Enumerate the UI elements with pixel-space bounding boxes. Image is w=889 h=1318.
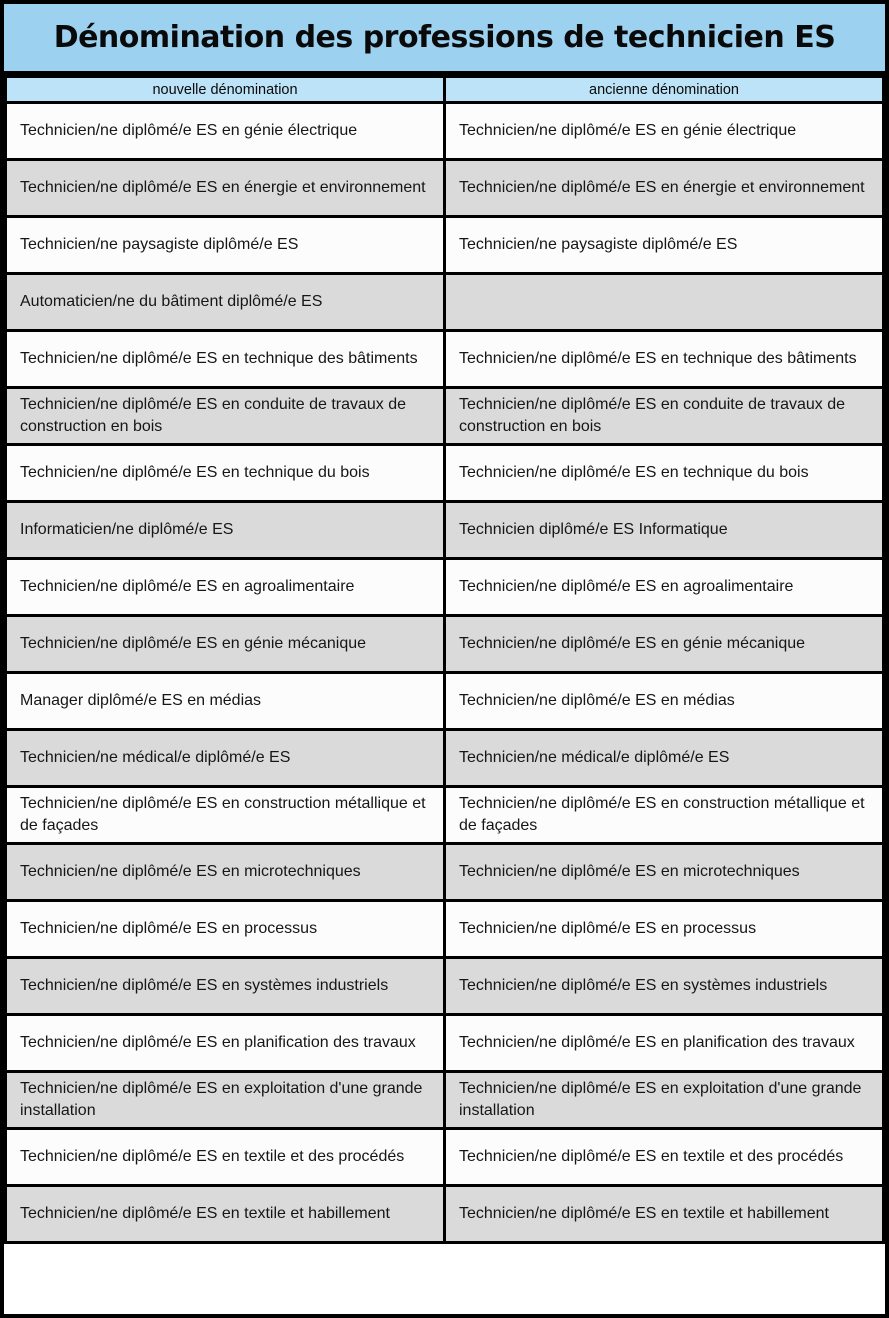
cell-nouvelle-denomination: Technicien/ne diplômé/e ES en génie électrique bbox=[6, 103, 445, 160]
table-row bbox=[6, 445, 884, 502]
cell-ancienne-denomination bbox=[445, 274, 884, 331]
cell-nouvelle-denomination: Technicien/ne diplômé/e ES en processus bbox=[6, 901, 445, 958]
cell-nouvelle-denomination: Technicien/ne diplômé/e ES en agroalimentaire bbox=[6, 559, 445, 616]
table-row bbox=[6, 559, 884, 616]
cell-nouvelle-denomination: Technicien/ne diplômé/e ES en textile et habillement bbox=[6, 1186, 445, 1243]
cell-ancienne-denomination: Technicien/ne paysagiste diplômé/e ES bbox=[445, 217, 884, 274]
cell-nouvelle-denomination: Technicien/ne paysagiste diplômé/e ES bbox=[6, 217, 445, 274]
title-bar bbox=[4, 4, 885, 75]
cell-nouvelle-denomination: Automaticien/ne du bâtiment diplômé/e ES bbox=[6, 274, 445, 331]
table-row bbox=[6, 274, 884, 331]
cell-nouvelle-denomination: Technicien/ne diplômé/e ES en systèmes industriels bbox=[6, 958, 445, 1015]
table-row bbox=[6, 730, 884, 787]
cell-nouvelle-denomination: Manager diplômé/e ES en médias bbox=[6, 673, 445, 730]
cell-nouvelle-denomination: Informaticien/ne diplômé/e ES bbox=[6, 502, 445, 559]
column-header-ancienne-denomination: ancienne dénomination bbox=[445, 77, 884, 103]
cell-nouvelle-denomination: Technicien/ne diplômé/e ES en microtechniques bbox=[6, 844, 445, 901]
table-row bbox=[6, 616, 884, 673]
column-header-nouvelle-denomination: nouvelle dénomination bbox=[6, 77, 445, 103]
cell-nouvelle-denomination: Technicien/ne diplômé/e ES en technique du bois bbox=[6, 445, 445, 502]
cell-nouvelle-denomination: Technicien/ne diplômé/e ES en conduite de travaux de construction en bois bbox=[6, 388, 445, 445]
table-row bbox=[6, 958, 884, 1015]
cell-ancienne-denomination: Technicien/ne diplômé/e ES en processus bbox=[445, 901, 884, 958]
table-row bbox=[6, 673, 884, 730]
cell-ancienne-denomination: Technicien/ne diplômé/e ES en exploitation d'une grande installation bbox=[445, 1072, 884, 1129]
cell-ancienne-denomination: Technicien diplômé/e ES Informatique bbox=[445, 502, 884, 559]
table-body bbox=[6, 103, 884, 1243]
table-row bbox=[6, 1015, 884, 1072]
table-row bbox=[6, 1129, 884, 1186]
cell-nouvelle-denomination: Technicien/ne diplômé/e ES en génie mécanique bbox=[6, 616, 445, 673]
table-row bbox=[6, 1186, 884, 1243]
cell-ancienne-denomination: Technicien/ne diplômé/e ES en textile et des procédés bbox=[445, 1129, 884, 1186]
table-header bbox=[6, 77, 884, 103]
cell-ancienne-denomination: Technicien/ne diplômé/e ES en énergie et environnement bbox=[445, 160, 884, 217]
cell-ancienne-denomination: Technicien/ne diplômé/e ES en génie mécanique bbox=[445, 616, 884, 673]
cell-ancienne-denomination: Technicien/ne diplômé/e ES en construction métallique et de façades bbox=[445, 787, 884, 844]
cell-nouvelle-denomination: Technicien/ne diplômé/e ES en planification des travaux bbox=[6, 1015, 445, 1072]
table-row bbox=[6, 217, 884, 274]
table-row bbox=[6, 388, 884, 445]
table-row bbox=[6, 844, 884, 901]
denominations-table bbox=[4, 75, 885, 1244]
table-row bbox=[6, 1072, 884, 1129]
cell-nouvelle-denomination: Technicien/ne diplômé/e ES en énergie et environnement bbox=[6, 160, 445, 217]
cell-nouvelle-denomination: Technicien/ne diplômé/e ES en exploitation d'une grande installation bbox=[6, 1072, 445, 1129]
table-row bbox=[6, 160, 884, 217]
cell-nouvelle-denomination: Technicien/ne médical/e diplômé/e ES bbox=[6, 730, 445, 787]
table-header-row bbox=[6, 77, 884, 103]
cell-ancienne-denomination: Technicien/ne diplômé/e ES en systèmes industriels bbox=[445, 958, 884, 1015]
cell-nouvelle-denomination: Technicien/ne diplômé/e ES en technique des bâtiments bbox=[6, 331, 445, 388]
table-row bbox=[6, 502, 884, 559]
table-row bbox=[6, 331, 884, 388]
table-row bbox=[6, 901, 884, 958]
cell-nouvelle-denomination: Technicien/ne diplômé/e ES en textile et des procédés bbox=[6, 1129, 445, 1186]
cell-ancienne-denomination: Technicien/ne diplômé/e ES en génie électrique bbox=[445, 103, 884, 160]
page-title: Dénomination des professions de technicien ES bbox=[53, 20, 836, 55]
table-row bbox=[6, 787, 884, 844]
cell-ancienne-denomination: Technicien/ne diplômé/e ES en technique des bâtiments bbox=[445, 331, 884, 388]
cell-ancienne-denomination: Technicien/ne diplômé/e ES en conduite de travaux de construction en bois bbox=[445, 388, 884, 445]
cell-ancienne-denomination: Technicien/ne diplômé/e ES en technique du bois bbox=[445, 445, 884, 502]
cell-ancienne-denomination: Technicien/ne diplômé/e ES en textile et habillement bbox=[445, 1186, 884, 1243]
cell-ancienne-denomination: Technicien/ne diplômé/e ES en microtechniques bbox=[445, 844, 884, 901]
table-row bbox=[6, 103, 884, 160]
cell-ancienne-denomination: Technicien/ne médical/e diplômé/e ES bbox=[445, 730, 884, 787]
cell-ancienne-denomination: Technicien/ne diplômé/e ES en agroalimentaire bbox=[445, 559, 884, 616]
cell-ancienne-denomination: Technicien/ne diplômé/e ES en médias bbox=[445, 673, 884, 730]
cell-ancienne-denomination: Technicien/ne diplômé/e ES en planification des travaux bbox=[445, 1015, 884, 1072]
cell-nouvelle-denomination: Technicien/ne diplômé/e ES en construction métallique et de façades bbox=[6, 787, 445, 844]
